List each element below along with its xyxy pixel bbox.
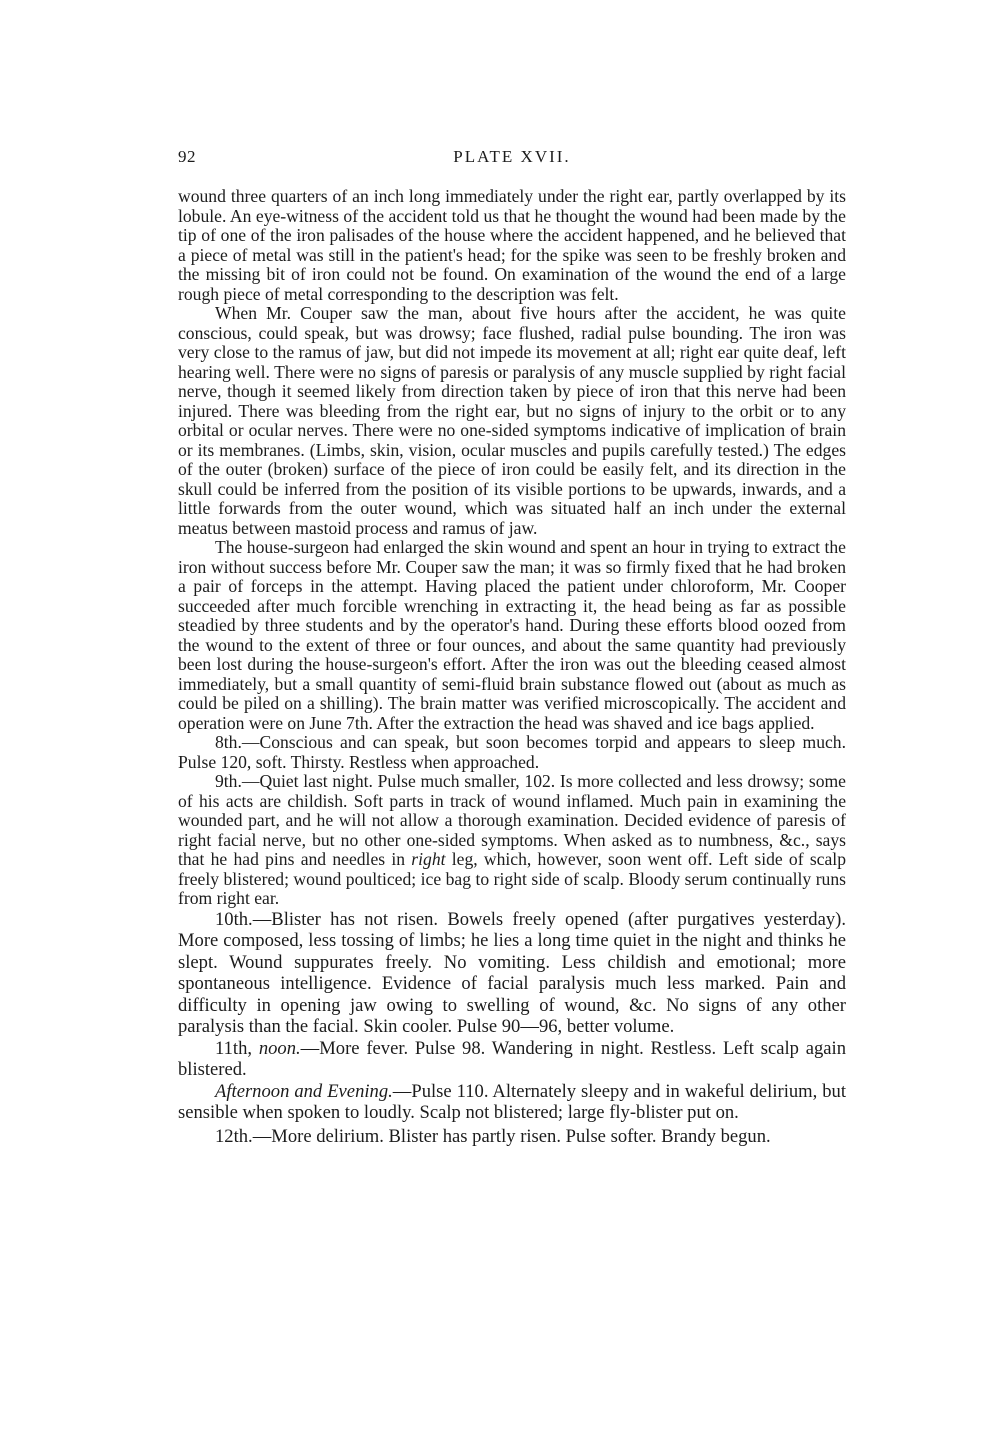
paragraph-case-wound: wound three quarters of an inch long immediately under the right ear, partly overlapped by its lobule. An eye-witness of the accident told us that he thought the wound had been made by the tip of one of the iron palisades of the house where the accident happened, and he believed that a piece of metal was still in the patient's head; for the spike was seen to be freshly broken and the missing bit of iron could not be found. On examination of the wound the end of a large rough piece of metal corresponding to the description was felt.	[178, 186, 846, 304]
day-9th-italic-word: right	[411, 849, 446, 869]
paragraph-day-11th-noon	[178, 1038, 846, 1081]
day-11th-label: 11th,	[215, 1037, 259, 1059]
paragraph-day-11th-afternoon	[178, 1081, 846, 1124]
afternoon-evening-italic: Afternoon and Evening.	[215, 1080, 393, 1102]
paragraph-day-8th: 8th.—Conscious and can speak, but soon becomes torpid and appears to sleep much. Pulse 120, soft. Thirsty. Restless when approached.	[178, 732, 846, 772]
day-9th-text-end: leg, which, however, soon went off. Left side of scalp freely blistered; wound poulticed; ice bag to right side of scalp. Bloody serum continually runs from right ear.	[178, 849, 846, 908]
running-head: PLATE XVII.	[453, 147, 571, 166]
page-number: 92	[178, 147, 196, 166]
paragraph-day-9th	[178, 772, 846, 909]
body-text	[178, 187, 846, 1147]
page-header	[178, 147, 846, 177]
paragraph-day-12th: 12th.—More delirium. Blister has partly risen. Pulse softer. Brandy begun.	[215, 1125, 771, 1147]
paragraph-extraction: The house-surgeon had enlarged the skin wound and spent an hour in trying to extract the iron without success before Mr. Couper saw the man; it was so firmly fixed that he had broken a pair of forceps in the attempt. Having placed the patient under chloroform, Mr. Cooper succeeded after much forcible wrenching in extracting it, the head being as far as possible steadied by three students and by the operator's hand. During these efforts blood oozed from the wound to the extent of three or four ounces, and about the same quantity had previously been lost during the house-surgeon's effort. After the iron was out the bleeding ceased almost immediately, but a small quantity of semi-fluid brain substance flowed out (about as much as could be piled on a shilling). The brain matter was verified microscopically. The accident and operation were on June 7th. After the extraction the head was shaved and ice bags applied.	[178, 537, 846, 733]
paragraph-day-10th: 10th.—Blister has not risen. Bowels freely opened (after purgatives yesterday). More composed, less tossing of limbs; he lies a long time quiet in the night and thinks he slept. Wound suppurates freely. No vomiting. Less childish and emotional; more spontaneous intelligence. Evidence of facial paralysis much less marked. Pain and difficulty in opening jaw owing to swelling of wound, &c. No signs of any other paralysis than the facial. Skin cooler. Pulse 90—96, better volume.	[178, 908, 846, 1037]
day-11th-noon-text: —More fever. Pulse 98. Wandering in night. Restless. Left scalp again blistered.	[178, 1037, 846, 1080]
day-9th-text-start: 9th.—Quiet last night. Pulse much smaller, 102. Is more collected and less drowsy; some of his acts are childish. Soft parts in track of wound inflamed. Much pain in examining the wounded part, and he will not allow a thorough examination. Decided evidence of paresis of right facial nerve, but no other one-sided symptoms. When asked as to numbness, &c., says that he had pins and needles in	[178, 771, 846, 869]
afternoon-evening-text: —Pulse 110. Alternately sleepy and in wakeful delirium, but sensible when spoken to loudly. Scalp not blistered; large fly-blister put on.	[178, 1080, 847, 1123]
paragraph-couper-examination: When Mr. Couper saw the man, about five hours after the accident, he was quite conscious, could speak, but was drowsy; face flushed, radial pulse bounding. The iron was very close to the ramus of jaw, but did not impede its movement at all; right ear quite deaf, left hearing well. There were no signs of paresis or paralysis of any muscle supplied by right facial nerve, though it seemed likely from direction taken by piece of iron that this nerve had been injured. There was bleeding from the right ear, but no signs of injury to the orbit or to any orbital or ocular nerves. There were no one-sided symptoms indicative of implication of brain or its membranes. (Limbs, skin, vision, ocular muscles and pupils carefully tested.) The edges of the outer (broken) surface of the piece of iron could be easily felt, and its direction in the skull could be inferred from the position of its visible portions to be upwards, inwards, and a little forwards from the outer wound, which was situated half an inch under the external meatus between mastoid process and ramus of jaw.	[178, 303, 846, 538]
day-11th-noon-italic: noon.	[258, 1037, 301, 1059]
